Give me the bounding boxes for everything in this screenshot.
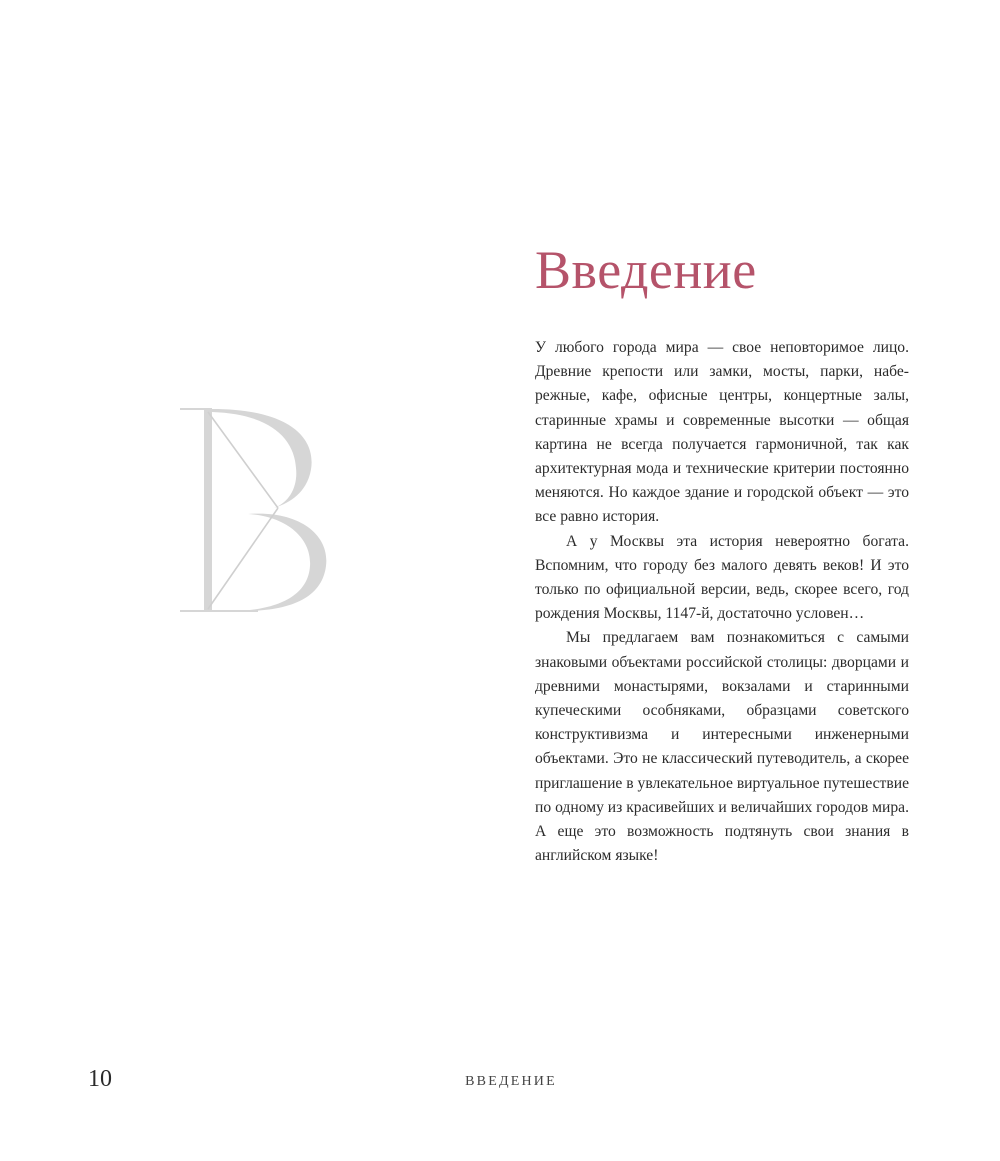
chapter-body-text: [535, 336, 909, 868]
paragraph-2: А у Москвы эта история невероятно богата. Вспомним, что городу без малого девять веков! И это только по официальной версии, ведь, скорее всего, год рождения Москвы, 1147-й, достаточно условен…: [535, 532, 909, 623]
paragraph-3: Мы предлагаем вам познакомиться с самыми знаковыми объектами российской столицы: дворцами и древними монастырями, вокзалами и старинными купеческими особняками, образцами советского конструктивизма и интересными инженерными объектами. Это не классический путеводитель, а скорее приглашение в увлекательное виртуальное путешествие по одному из красивейших и величайших городов мира. А еще это возможность подтянуть свои знания в английском языке!: [535, 629, 909, 865]
running-head: ВВЕДЕНИЕ: [465, 1074, 557, 1089]
page-number: 10: [88, 1066, 112, 1092]
paragraph-1: У любого города мира — свое неповторимое лицо. Древние крепости или замки, мосты, парки, набережные, кафе, офисные центры, концертные залы, старинные храмы и современные высотки — общая картина не всегда получается гармоничной, так как архитектурная мода и технические критерии постоянно меняются. Но каждое здание и городской объект — это все равно история.: [535, 339, 909, 526]
decorative-dropcap-letter: [178, 404, 328, 614]
chapter-title: Введение: [535, 240, 757, 300]
